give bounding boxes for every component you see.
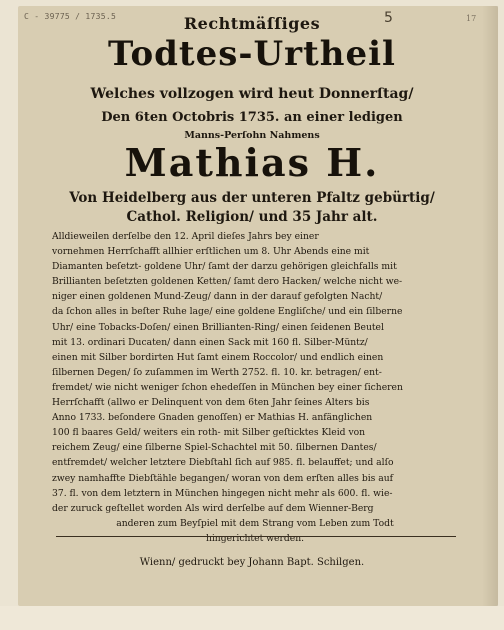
body-line: Brillianten beſetzten goldenen Ketten/ ſamt dero Hacken/ welche nicht we- <box>52 276 403 288</box>
origin-line: Von Heidelberg aus der unteren Pfaltz gebürtig/ <box>69 190 435 206</box>
body-line: ſilbernen Degen/ ſo zuſammen im Werth 2752. fl. 10. kr. betragen/ ent- <box>52 366 382 378</box>
body-line: Herrſchafft (allwo er Delinquent von dem 6ten Jahr ſeines Alters bis <box>52 397 370 409</box>
body-line: Anno 1733. beſondere Gnaden genoſſen) er Mathias H. anfänglichen <box>52 412 373 424</box>
body-line: entfremdet/ welcher letztere Diebſtahl ſich auf 985. fl. belauffet; und alſo <box>52 457 394 469</box>
corner-mark: 17 <box>466 14 477 23</box>
body-line: 100 fl baares Geld/ weiters ein roth- mit Silber geſticktes Kleid von <box>52 427 366 439</box>
body-line: niger einen goldenen Mund-Zeug/ dann in der darauf gefolgten Nacht/ <box>52 291 383 303</box>
body-line: anderen zum Beyſpiel mit dem Strang vom Leben zum Todt <box>116 517 394 529</box>
body-line: zwey namhaffte Diebſtähle begangen/ woran von dem erſten alles bis auf <box>52 472 394 484</box>
body-line: mit 13. ordinari Ducaten/ dann einen Sack mit 160 fl. Silber-Müntz/ <box>52 336 368 348</box>
background-margin <box>0 606 504 630</box>
title-line-4: Den 6ten Octobris 1735. an einer ledigen <box>101 110 403 125</box>
body-line: 37. fl. von dem letztern in München hingegen nicht mehr als 600. fl. wie- <box>52 487 393 499</box>
body-line: hingerichtet werden. <box>205 532 305 544</box>
body-line: da ſchon alles in beſter Ruhe lage/ eine goldene Engliſche/ und ein ſilberne <box>52 306 403 318</box>
title-line-5: Manns-Perſohn Nahmens <box>184 130 320 141</box>
page-number: 5 <box>384 10 393 26</box>
archive-signature: C - 39775 / 1735.5 <box>24 12 117 21</box>
printer-imprint: Wienn/ gedruckt bey Johann Bapt. Schilgen. <box>139 557 365 568</box>
body-line: vornehmen Herrſchafft allhier erſtlichen um 8. Uhr Abends eine mit <box>52 246 370 258</box>
body-line: Diamanten beſetzt- goldene Uhr/ ſamt der darzu gehörigen gleichfalls mit <box>52 261 397 273</box>
body-line: Uhr/ eine Tobacks-Doſen/ einen Brillianten-Ring/ einen ſeidenen Beutel <box>52 321 384 333</box>
body-line: einen mit Silber bordirten Hut ſamt einem Roccolor/ und endlich einen <box>52 351 384 363</box>
condemned-name: Mathias H. <box>124 140 380 185</box>
divider-rule <box>56 536 456 537</box>
main-title: Todtes-Urtheil <box>108 34 396 74</box>
body-text <box>52 229 458 546</box>
title-line-1: Rechtmäſſiges <box>183 14 321 33</box>
title-line-3: Welches vollzogen wird heut Donnerſtag/ <box>90 86 414 102</box>
body-line: Alldieweilen derſelbe den 12. April dieſes Jahrs bey einer <box>52 231 319 242</box>
body-line: fremdet/ wie nicht weniger ſchon ehedeſſen in München bey einer ſicheren <box>52 381 403 393</box>
body-line: reichem Zeug/ eine ſilberne Spiel-Schachtel mit 50. ſilbernen Dantes/ <box>52 442 377 454</box>
body-line: der zuruck geſtellet worden Als wird derſelbe auf dem Wienner-Berg <box>52 502 374 514</box>
religion-age-line: Cathol. Religion/ und 35 Jahr alt. <box>126 209 378 225</box>
